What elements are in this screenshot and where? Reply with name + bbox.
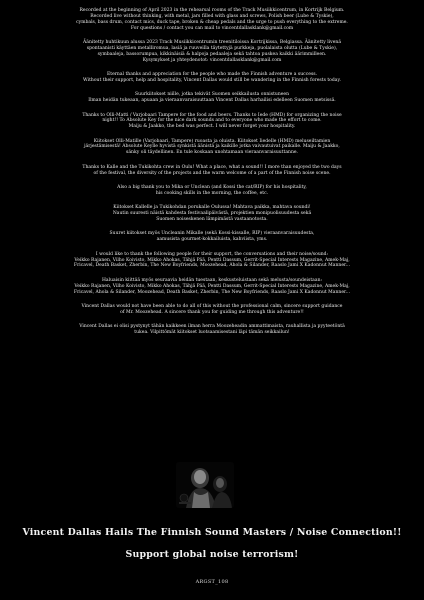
band-photo-graphic — [176, 462, 234, 508]
paragraph-oulu-fi: Kiitokset Kallelle ja Tukikohdan porukalle Oulussa! Mahtava paikka, mahtava soundi! Nautin suuresti näistä kahdesta festivaalipäivästä, projektien monipuolisuudesta sekä Suomen noiseskenen lämpimästä vastaanotosta. — [112, 205, 312, 222]
paragraph-thanks-intro-en: Eternal thanks and appreciation for the people who made the Finnish adventure a success. Without their support, help and hospitality, Vincent Dallas would still be wandering in the Finnish forests today. — [83, 71, 341, 83]
paragraph-mika-en: Also a big thank you to Mika or Unclean (and Kossi the cat/RIP) for his hospitality, his cooking skills in the morning, the coffee, etc. — [117, 185, 307, 196]
footer-slogan: Support global noise terrorism! — [125, 549, 299, 560]
paragraph-mika-fi: Suuret kiitokset myös Uncleanin Mikalle (sekä Kossi-kissalle, RIP) vieraanvaraisuudesta, aamusista gourmet-kokkailuista, kahviista, yms. — [109, 231, 315, 243]
catalog-number: ARGST_108 — [195, 579, 229, 585]
paragraph-tampere-fi: Kiitokset Olli-Matille (Varjobaari, Tampere) ruoasta ja oluista. Kiitokset Iiedelle (HMD) meluseiltamien järjestämisestä! Absolute Keylle hyvistä synkistä äänistä ja kaikille jotka vaivautuivat paikalle. Maiju & Jaakko, sänky oli täydellinen. En tule koskaan unohtamaan vieraanvaraisuuttanne. — [84, 138, 340, 156]
paragraph-recording-fi: Äänitetty huhtikuun alussa 2023 Track Musiikkicentrumin treenitiloissa Kortrijkissa, Belgiassa. Äänitetty livenä spontaanisti käyttäen metalliromua, lasiä ja ruuveilla täytettyjä purkkeja, puolalaista olutta (Lube & Tyskie), symbaaleja, bassorumpua, kikkinäisiä & halpoja pedaaleja sekä tahtoa puskea kaikki äärimmilleen. Kysymykset ja yhteydenotot: vincentdallasklank@gmail.com — [82, 39, 342, 63]
paragraph-people-en: I would like to thank the following people for their support, the conversations and their noise/sound: Veikko Rajanen, Vilho Koivisto, Mikko Ahokas, Tähjä Pää, Pentti Dassum, Gerrit-Special Interests Magazine, Amek-Maj, Fricavel, Death Basket, Zherbin, The New Boyfriends, Moozehead, Ahola & Silander, Raaslo Jami X Kadonnut Manner... — [73, 251, 351, 269]
paragraph-moozehead-en: Vincent Dallas would not have been able to do all of this without the professional calm, sincere support guidance of Mr. Moozehead. A sincere thank you for guiding me through this adventure!! — [81, 303, 343, 315]
band-photo — [176, 462, 234, 508]
paragraph-recording-en: Recorded at the beginning of April 2023 in the rehearsal rooms of the Track Musiikkicentrum, in Kortrijk Belgium. Recorded live without thinking, with metal, jars filled with glass and screws, Polish beer (Lube & Tyskie), cymbals, bass drum, contact mics, duck tape, broken & cheap pedals and the urge to push everything to the extreme. For questions / contact you can mail to vincentdallasklank@gmail.com — [76, 8, 348, 31]
paragraph-tampere-en: Thanks to Olli-Matti / Varjobaari Tampere for the food and beers. Thanks to Iede (HMD) for organizing the noise night!! To Absolute Key for the nice dark sounds and to everyone who made the effort to come. Maiju & Jaakko, the bed was perfect. I will never forget your hospitality. — [82, 112, 342, 130]
footer-hails-line: Vincent Dallas Hails The Finnish Sound Masters / Noise Connection!! — [22, 527, 402, 538]
paragraph-moozehead-fi: Vincent Dallas ei olisi pystynyt tähän kaikkeen ilman herra Moozeheadin ammattimaista, rauhallista ja pyyteetöntä tukea. Vilpittömät kiitokset luotsaamisestani läpi tämän seikkailun! — [79, 324, 345, 336]
paragraph-thanks-intro-fi: Suurkiitokset niille, jotka tekivät Suomen seikkailusta onnistuneen Ilman heidän tukeaan, apuaan ja vieraanvaraisuuttaan Vincent Dallas harhailisi edelleen Suomen metsissä. — [88, 92, 336, 104]
paragraph-people-fi: Haluaisin kiittää myös seuraavia heidän tuestaan, keskusteluistaan sekä melusta/soundeistaan: Veikko Rajanen, Vilho Koivisto, Mikko Ahokas, Tähjä Pää, Pentti Dassum, Gerrit-Special Interests Magazine, Amek-Maj, Fricavel, Ahola & Silander, Moozehead, Death Basket, Zherbin, The New Boyfriends, Raaslo Jami X Kadonnut Manner... — [73, 277, 351, 295]
paragraph-oulu-en: Thanks to Kalle and the Tukikohta crew in Oulu! What a place, what a sound!! I more than enjoyed the two days of the festival, the diversity of the projects and the warm welcome of a part of the Finnish noise scene. — [82, 164, 342, 176]
